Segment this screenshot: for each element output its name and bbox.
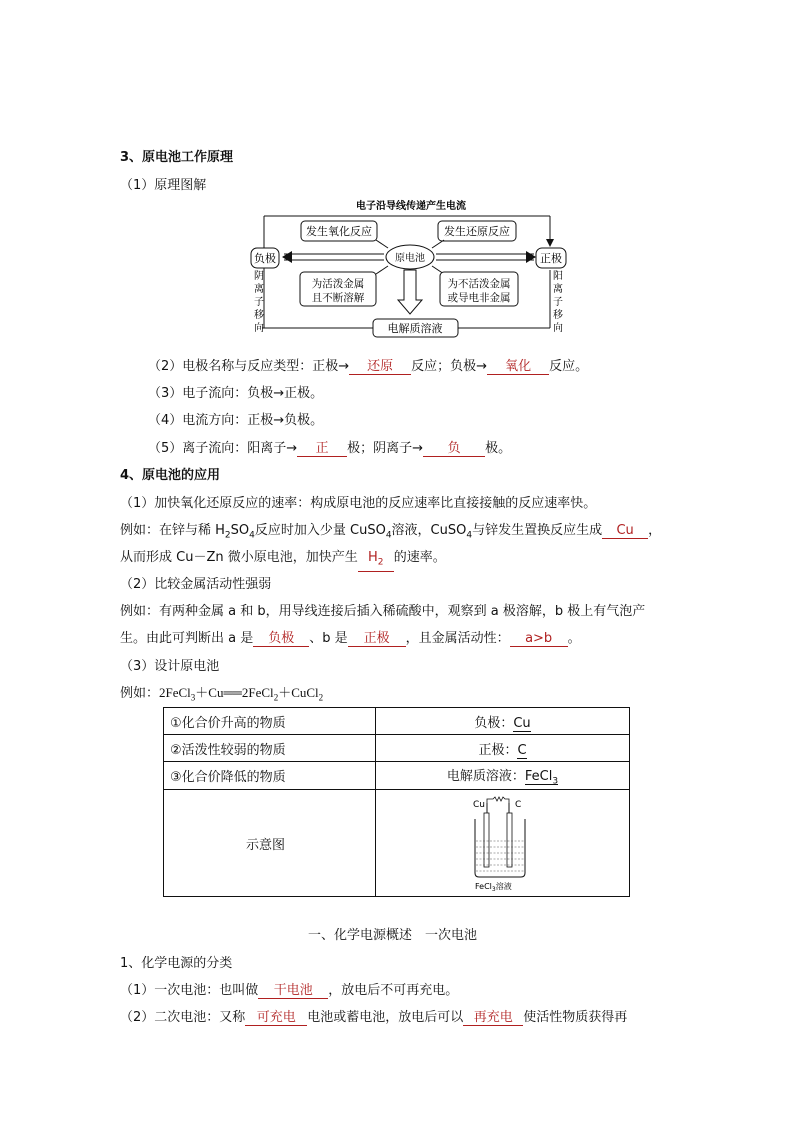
answer-blank: 负 bbox=[423, 441, 485, 457]
oxidation-label: 发生氧化反应 bbox=[306, 225, 372, 238]
answer-blank: 正极 bbox=[348, 631, 406, 647]
anion-char: 离 bbox=[254, 284, 264, 295]
active-metal-line2: 且不断溶解 bbox=[311, 292, 365, 304]
example-2-line2: 生。由此可判断出 a 是 负极 、b 是 正极 ，且金属活动性： a>b 。 bbox=[120, 631, 581, 646]
answer-blank: 氧化 bbox=[487, 359, 549, 375]
example-1-line1: 例如：在锌与稀 $H_2SO_4$反应时加入少量 CuSO$_4$溶液，CuSO$_4$与锌发生置换反应生成 Cu ， bbox=[120, 523, 662, 541]
primary-battery-line: （1）一次电池：也叫做 干电池 ，放电后不可再充电。 bbox=[120, 983, 459, 998]
anion-char: 子 bbox=[254, 297, 264, 308]
answer-blank: 正 bbox=[297, 441, 347, 457]
line-electron-flow: （3）电子流向：负极→正极。 bbox=[148, 386, 324, 401]
table-cell: ②活泼性较弱的物质 bbox=[164, 735, 376, 762]
table-row bbox=[164, 708, 630, 735]
line-current-direction: （4）电流方向：正极→负极。 bbox=[148, 413, 324, 428]
svg-text:C: C bbox=[514, 800, 521, 810]
table-cell: 正极：C bbox=[376, 735, 630, 762]
answer-blank: 负极 bbox=[253, 631, 309, 647]
svg-text:FeCl3溶液: FeCl$_3$溶液 bbox=[474, 882, 512, 893]
table-cell: 电解质溶液：FeCl$_3$ bbox=[376, 762, 630, 790]
negative-electrode-label: 负极 bbox=[254, 252, 276, 265]
answer-blank: Cu bbox=[602, 523, 648, 539]
table-row bbox=[164, 790, 630, 897]
electrolyte-label: 电解质溶液 bbox=[387, 322, 443, 335]
answer-blank: a>b bbox=[510, 631, 568, 647]
example-1-line2: 从而形成 Cu－Zn 微小原电池，加快产生 $H_2$ 的速率。 bbox=[120, 546, 446, 572]
table-cell: ③化合价降低的物质 bbox=[164, 762, 376, 790]
galvanic-cell-diagram bbox=[248, 196, 574, 338]
cation-char: 移 bbox=[553, 310, 563, 321]
section-heading: 3、原电池工作原理 bbox=[120, 150, 234, 165]
cation-char: 向 bbox=[553, 323, 563, 334]
cation-char: 离 bbox=[553, 284, 563, 295]
inactive-metal-line2: 或导电非金属 bbox=[447, 292, 511, 304]
active-metal-line1: 为活泼金属 bbox=[311, 278, 365, 290]
table-cell bbox=[376, 790, 630, 897]
beaker-diagram bbox=[463, 793, 543, 893]
cation-char: 阳 bbox=[553, 271, 563, 282]
cell-label: 原电池 bbox=[395, 253, 425, 264]
diagram-top-label: 电子沿导线传递产生电流 bbox=[356, 201, 466, 212]
svg-text:Cu: Cu bbox=[472, 800, 485, 810]
subheading: （1）原理图解 bbox=[120, 178, 207, 193]
answer-blank: 还原 bbox=[349, 359, 411, 375]
table-cell: 负极：Cu bbox=[376, 708, 630, 735]
table-row bbox=[164, 735, 630, 762]
anion-char: 阴 bbox=[254, 271, 264, 282]
answer-blank: $H_2$ bbox=[358, 550, 394, 572]
reduction-label: 发生还原反应 bbox=[444, 225, 510, 238]
section-heading: 4、原电池的应用 bbox=[120, 468, 221, 483]
application-1: （1）加快氧化还原反应的速率：构成原电池的反应速率比直接接触的反应速率快。 bbox=[120, 496, 597, 511]
inactive-metal-line1: 为不活泼金属 bbox=[447, 278, 511, 290]
section-heading: 1、化学电源的分类 bbox=[120, 956, 233, 971]
line-ion-flow: （5）离子流向：阳离子→ 正 极；阴离子→ 负 极。 bbox=[148, 441, 512, 456]
part-title: 一、化学电源概述 一次电池 bbox=[308, 928, 478, 943]
line-electrode-type: （2）电极名称与反应类型：正极→ 还原 反应；负极→ 氧化 反应。 bbox=[148, 359, 589, 374]
application-2: （2）比较金属活动性强弱 bbox=[120, 577, 272, 592]
secondary-battery-line: （2）二次电池：又称 可充电 电池或蓄电池，放电后可以 再充电 使活性物质获得再 bbox=[120, 1010, 628, 1025]
application-3: （3）设计原电池 bbox=[120, 659, 220, 674]
example-3-equation: 例如：2FeCl$_3$＋Cu══2FeCl$_2$＋CuCl$_2$ bbox=[120, 685, 324, 703]
table-cell: 示意图 bbox=[164, 790, 376, 897]
cell-design-table bbox=[163, 707, 630, 897]
anion-char: 移 bbox=[254, 310, 264, 321]
table-row bbox=[164, 762, 630, 790]
cation-char: 子 bbox=[553, 297, 563, 308]
answer-blank: 再充电 bbox=[463, 1010, 523, 1026]
answer-blank: 可充电 bbox=[245, 1010, 307, 1026]
anion-char: 向 bbox=[254, 323, 264, 334]
example-2-line1: 例如：有两种金属 a 和 b，用导线连接后插入稀硫酸中，观察到 a 极溶解，b 极上有气泡产 bbox=[120, 604, 646, 619]
answer-blank: 干电池 bbox=[258, 983, 328, 999]
table-cell: ①化合价升高的物质 bbox=[164, 708, 376, 735]
positive-electrode-label: 正极 bbox=[540, 252, 562, 265]
